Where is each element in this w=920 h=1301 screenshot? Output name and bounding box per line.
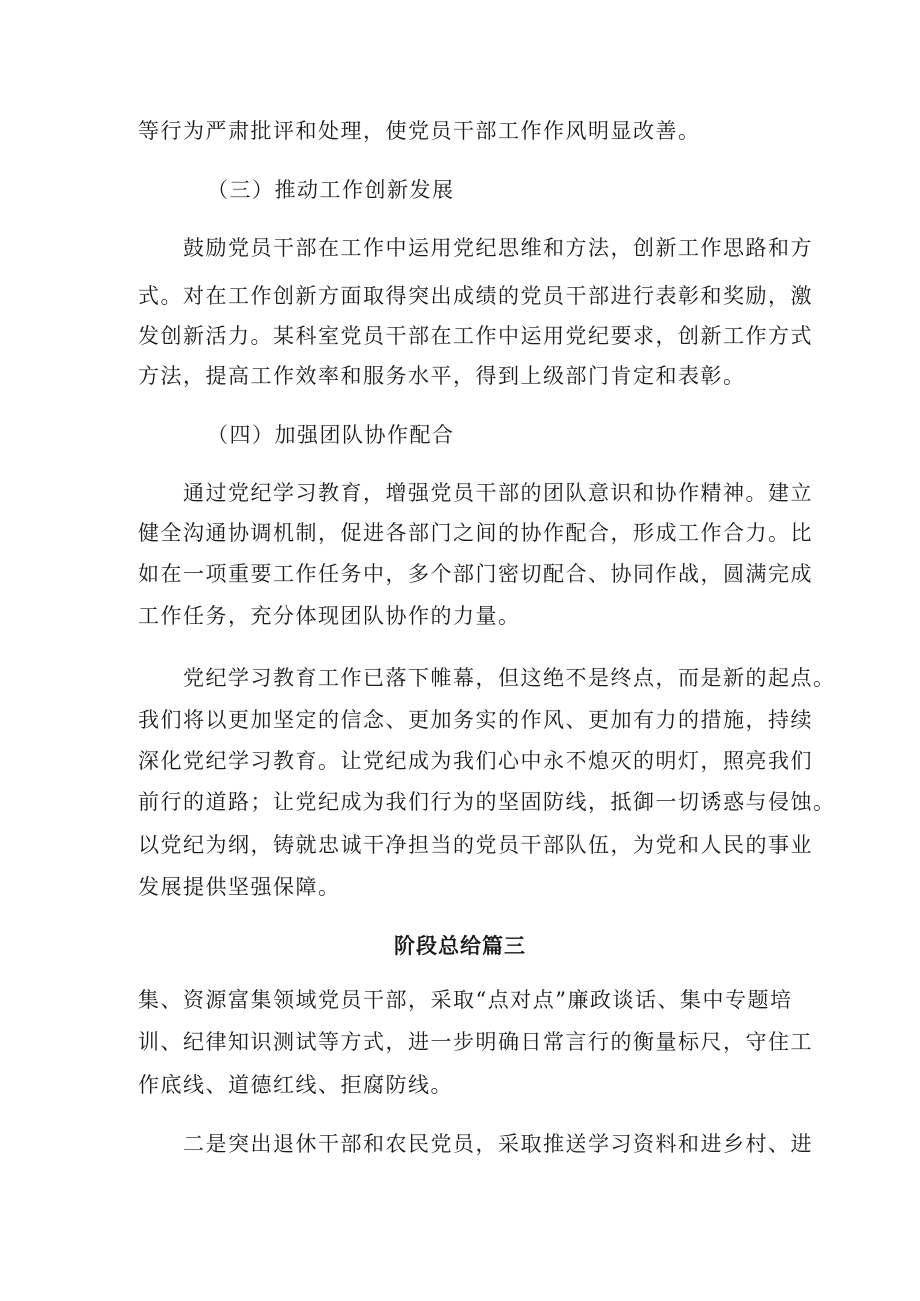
section-heading: （三）推动工作创新发展 — [207, 178, 455, 202]
paragraph-line: 作底线、道德红线、拒腐防线。 — [138, 1073, 453, 1097]
paragraph-line: 通过党纪学习教育，增强党员干部的团队意识和协作精神。建立 — [183, 481, 813, 505]
paragraph-line: 发创新活力。某科室党员干部在工作中运用党纪要求，创新工作方式 — [138, 324, 813, 348]
paragraph-line: 鼓励党员干部在工作中运用党纪思维和方法，创新工作思路和方 — [183, 236, 813, 260]
paragraph-line: 健全沟通协调机制，促进各部门之间的协作配合，形成工作合力。比 — [138, 521, 813, 545]
section-heading: （四）加强团队协作配合 — [207, 423, 455, 447]
chapter-title: 阶段总给篇三 — [394, 933, 526, 958]
paragraph-line: 深化党纪学习教育。让党纪成为我们心中永不熄灭的明灯，照亮我们 — [138, 749, 813, 773]
paragraph-line: 如在一项重要工作任务中，多个部门密切配合、协同作战，圆满完成 — [138, 562, 813, 586]
paragraph-line: 我们将以更加坚定的信念、更加务实的作风、更加有力的措施，持续 — [138, 708, 813, 732]
paragraph-line: 工作任务，充分体现团队协作的力量。 — [138, 604, 521, 628]
paragraph-line: 前行的道路；让党纪成为我们行为的坚固防线，抵御一切诱惑与侵蚀。 — [138, 790, 836, 814]
paragraph-line: 以党纪为纲，铸就忠诚干净担当的党员干部队伍，为党和人民的事业 — [138, 833, 813, 857]
paragraph-line: 式。对在工作创新方面取得突出成绩的党员干部进行表彰和奖励，激 — [138, 284, 813, 308]
paragraph-line: 发展提供坚强保障。 — [138, 875, 341, 899]
paragraph-line: 党纪学习教育工作已落下帷幕，但这绝不是终点，而是新的起点。 — [183, 666, 836, 690]
paragraph-line: 集、资源富集领域党员干部，采取“点对点”廉政谈话、集中专题培 — [138, 988, 793, 1012]
paragraph-line: 方法，提高工作效率和服务水平，得到上级部门肯定和表彰。 — [138, 364, 746, 388]
paragraph-line: 训、纪律知识测试等方式，进一步明确日常言行的衡量标尺，守住工 — [138, 1030, 813, 1054]
paragraph-line: 二是突出退休干部和农民党员，采取推送学习资料和进乡村、进 — [183, 1132, 813, 1156]
paragraph-line: 等行为严肃批评和处理，使党员干部工作作风明显改善。 — [138, 119, 701, 143]
